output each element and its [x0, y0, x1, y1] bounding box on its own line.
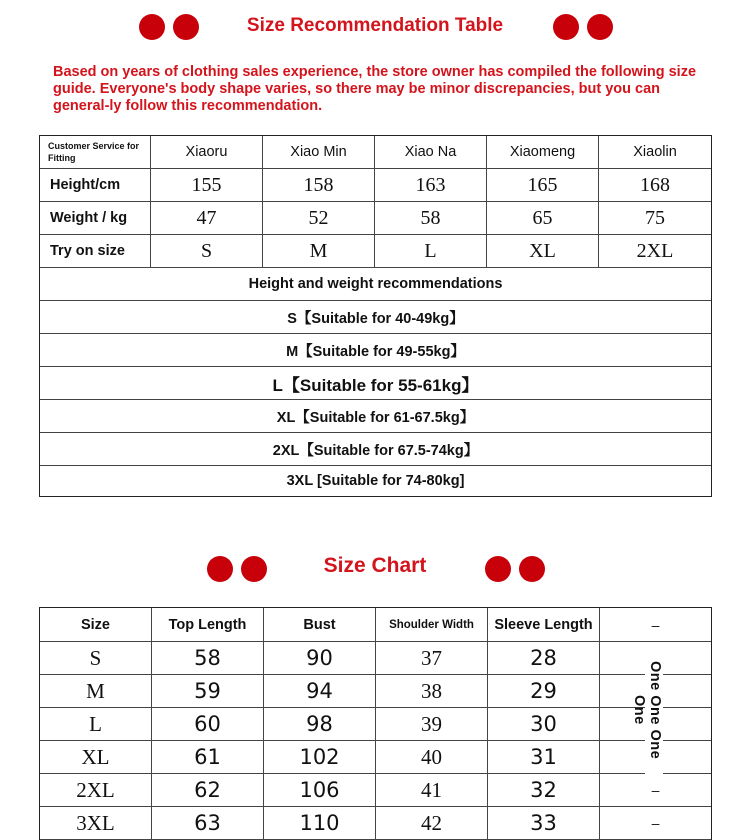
header-cell: Xiaolin: [633, 144, 677, 160]
table-row: [40, 301, 711, 334]
vertical-one-text: One One One One: [645, 645, 663, 775]
table-cell: 94: [264, 675, 376, 707]
decor-dot: [519, 556, 545, 582]
table-cell: 28: [488, 642, 600, 674]
table-cell: XL: [487, 235, 599, 267]
table-cell: 30: [488, 708, 600, 740]
header-cell: Xiaomeng: [487, 136, 599, 168]
table-cell: 63: [152, 807, 264, 839]
table-cell: 165: [487, 169, 599, 201]
table-cell: 38: [376, 675, 488, 707]
table-row: [40, 268, 711, 301]
table-cell: –: [651, 815, 660, 831]
table-row: [40, 708, 711, 741]
header-cell: –: [651, 616, 660, 633]
table-cell: L: [375, 235, 487, 267]
table-cell: 102: [264, 741, 376, 773]
table-cell: 2XL: [636, 239, 674, 262]
row-label: Try on size: [40, 235, 151, 267]
table-row: [40, 741, 711, 774]
recommend-title: Height and weight recommendations: [248, 276, 503, 292]
decor-dot: [553, 14, 579, 40]
size-cell: XL: [40, 741, 152, 773]
table-cell: 52: [263, 202, 375, 234]
table-cell: –: [651, 782, 660, 798]
table-cell: 59: [152, 675, 264, 707]
table-cell: 42: [376, 807, 488, 839]
table-cell: 163: [375, 169, 487, 201]
row-label: Height/cm: [40, 169, 151, 201]
table-cell: S: [151, 235, 263, 267]
table-cell: 58: [152, 642, 264, 674]
table-cell: 58: [375, 202, 487, 234]
table-cell: 62: [152, 774, 264, 806]
table-cell: 29: [488, 675, 600, 707]
decor-dot: [485, 556, 511, 582]
table-row: [40, 466, 711, 496]
table-header-row: [40, 136, 711, 169]
table-row: [40, 807, 711, 840]
size-cell: 3XL: [40, 807, 152, 839]
header-cell: Shoulder Width: [376, 608, 488, 641]
size-cell: M: [40, 675, 152, 707]
table-row: [40, 774, 711, 807]
recommendation-item: 3XL [Suitable for 74-80kg]: [286, 473, 465, 489]
table-cell: 39: [376, 708, 488, 740]
table-cell: 75: [645, 206, 665, 229]
table-cell: 40: [376, 741, 488, 773]
table-cell: 60: [152, 708, 264, 740]
header-cell: Xiao Min: [263, 136, 375, 168]
table-row: [40, 202, 711, 235]
header-cell: Customer Service for Fitting: [40, 136, 151, 168]
table-header-row: [40, 608, 711, 642]
recommendation-item: 2XL【Suitable for 67.5-74kg】: [272, 442, 479, 459]
table-row: [40, 642, 711, 675]
header-cell: Top Length: [152, 608, 264, 641]
table-cell: 168: [640, 173, 670, 196]
table-row: [40, 169, 711, 202]
size-cell: L: [40, 708, 152, 740]
table-row: [40, 235, 711, 268]
size-cell: S: [40, 642, 152, 674]
decor-dot: [587, 14, 613, 40]
table-cell: 90: [264, 642, 376, 674]
table-row: [40, 675, 711, 708]
header-cell: Bust: [264, 608, 376, 641]
size-cell: 2XL: [40, 774, 152, 806]
table-row: [40, 433, 711, 466]
table-cell: 61: [152, 741, 264, 773]
table-cell: 65: [487, 202, 599, 234]
intro-text: Based on years of clothing sales experience, the store owner has compiled the following size guide. Everyone's body shape varies, so there may be minor discrepancies, but you can general-ly follow this recommendation.: [53, 64, 697, 114]
size-chart-title: Size Chart: [323, 554, 427, 577]
recommendation-table: [39, 135, 712, 497]
header-cell: Size: [40, 608, 152, 641]
table-cell: M: [263, 235, 375, 267]
header-cell: Sleeve Length: [488, 608, 600, 641]
table-row: [40, 334, 711, 367]
table-cell: 106: [264, 774, 376, 806]
size-chart-table: [39, 607, 712, 840]
size-recommendation-title: Size Recommendation Table: [246, 15, 504, 36]
recommendation-item: M【Suitable for 49-55kg】: [286, 343, 465, 360]
table-row: [40, 400, 711, 433]
recommendation-item: XL【Suitable for 61-67.5kg】: [276, 409, 475, 426]
table-cell: 158: [263, 169, 375, 201]
table-cell: 33: [488, 807, 600, 839]
table-cell: 110: [264, 807, 376, 839]
header-cell: Xiao Na: [375, 136, 487, 168]
table-cell: 155: [151, 169, 263, 201]
table-cell: 98: [264, 708, 376, 740]
table-cell: 31: [488, 741, 600, 773]
table-cell: 37: [376, 642, 488, 674]
header-cell: Xiaoru: [151, 136, 263, 168]
row-label: Weight / kg: [40, 202, 151, 234]
table-cell: 47: [151, 202, 263, 234]
recommendation-item: L【Suitable for 55-61kg】: [272, 375, 479, 395]
table-cell: 32: [488, 774, 600, 806]
recommendation-item: S【Suitable for 40-49kg】: [287, 310, 464, 327]
table-row: [40, 367, 711, 400]
table-cell: 41: [376, 774, 488, 806]
